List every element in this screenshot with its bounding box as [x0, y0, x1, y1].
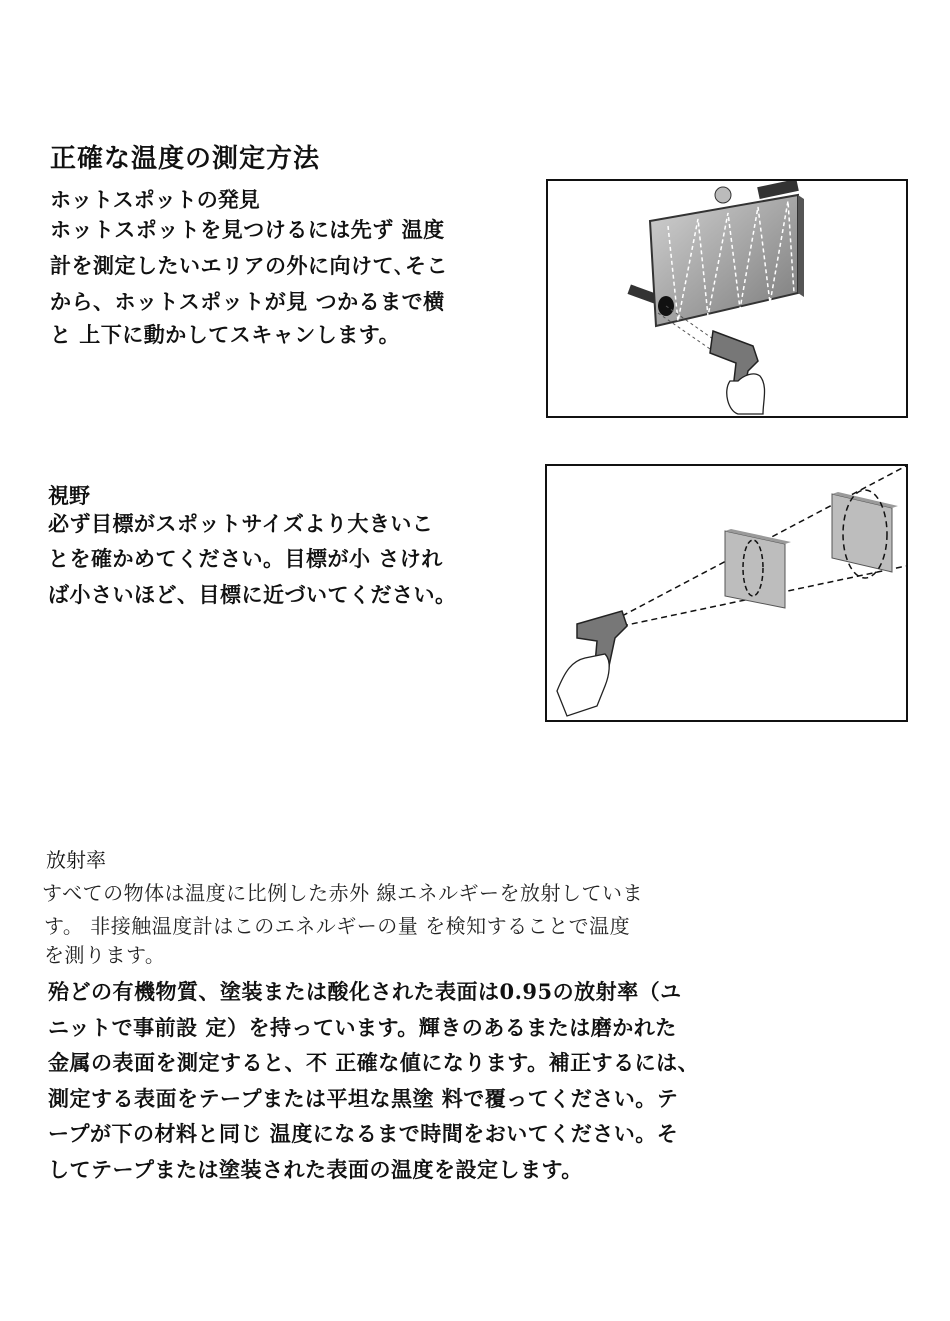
- fov-line: ば小さいほど、目標に近づいてください。: [48, 582, 457, 607]
- emissivity-intro-line: すべての物体は温度に比例した赤外 線エネルギーを放射していま: [42, 881, 643, 905]
- fov-line: 必ず目標がスポットサイズより大きいこ: [48, 511, 434, 536]
- emissivity-body-line: ープが下の材料と同じ 温度になるまで時間をおいてください。そ: [48, 1121, 679, 1146]
- emissivity-body-line: してテープまたは塗装された表面の温度を設定します。: [48, 1157, 583, 1182]
- fov-heading: 視野: [48, 483, 90, 508]
- page-title: 正確な温度の測定方法: [50, 144, 321, 174]
- emissivity-body-line: 殆どの有機物質、塗装または酸化された表面は0.95の放射率（ユ: [48, 979, 682, 1004]
- radiator-scan-illustration-icon: [548, 181, 906, 416]
- emissivity-body-line: ニットで事前設 定）を持っています。輝きのあるまたは磨かれた: [48, 1015, 677, 1040]
- radiator-scan-figure: [546, 179, 908, 418]
- emissivity-heading: 放射率: [46, 848, 106, 872]
- emissivity-body-line: 測定する表面をテープまたは平坦な黒塗 料で覆ってください。テ: [48, 1086, 679, 1111]
- emissivity-intro-line: す。 非接触温度計はこのエネルギーの量 を検知することで温度: [44, 914, 631, 938]
- hotspot-heading: ホットスポットの発見: [50, 187, 260, 212]
- hotspot-line: 計を測定したいエリアの外に向けて､そこ: [50, 253, 448, 278]
- emissivity-intro-line: を測ります。: [44, 943, 166, 967]
- spot-size-figure: [545, 464, 908, 722]
- hotspot-line: から、ホットスポットが見 つかるまで横: [50, 289, 445, 314]
- hotspot-line: と 上下に動かしてスキャンします。: [50, 322, 401, 347]
- spot-size-cone-illustration-icon: [547, 466, 906, 720]
- emissivity-body-line: 金属の表面を測定すると、不 正確な値になります。補正するには、: [48, 1050, 700, 1075]
- fov-line: とを確かめてください。目標が小 さけれ: [48, 546, 443, 571]
- hotspot-line: ホットスポットを見つけるには先ず 温度: [50, 217, 445, 242]
